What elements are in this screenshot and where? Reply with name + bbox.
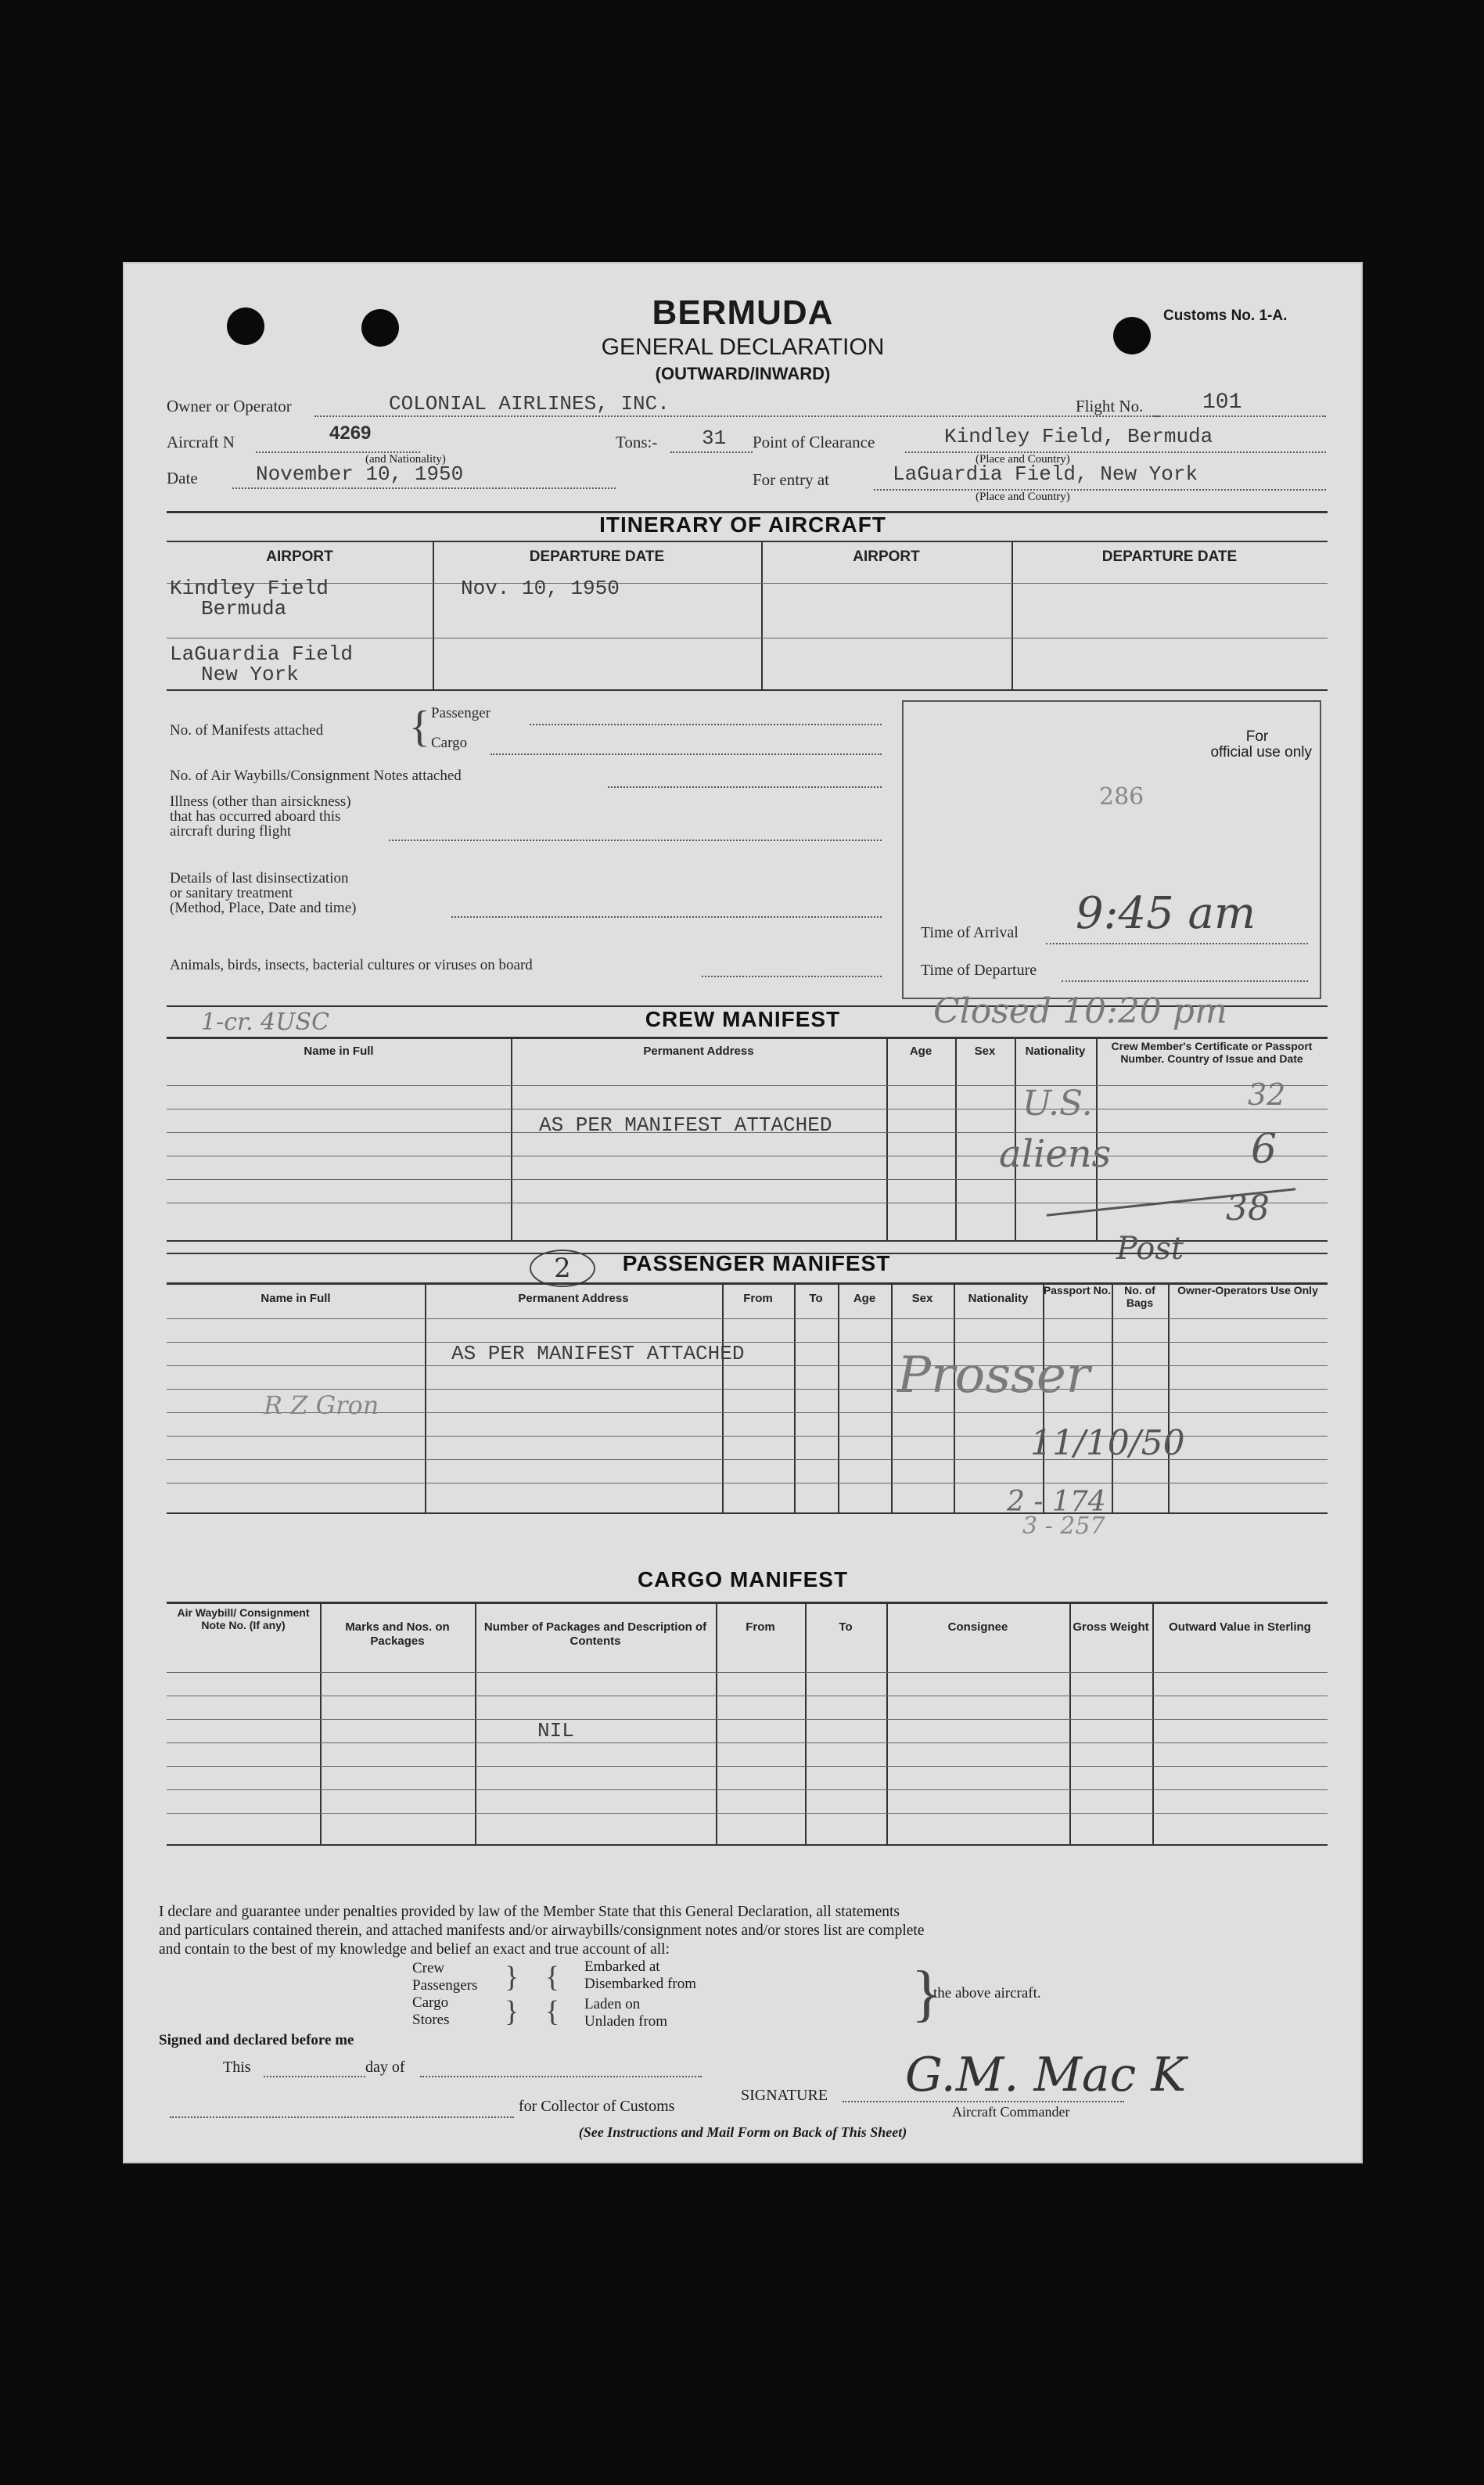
crew-col-sex: Sex [974, 1045, 996, 1058]
crew-tally-total: 38 [1226, 1189, 1270, 1228]
brace-icon: { [409, 703, 430, 751]
declaration-signed: Signed and declared before me [159, 2032, 354, 2048]
tons-label: Tons:- [616, 433, 658, 451]
declaration-item-crew: Crew [412, 1960, 445, 1976]
crew-col-age: Age [909, 1045, 932, 1058]
itinerary-col-airport-1: AIRPORT [266, 548, 333, 565]
declaration-day-of: day of [365, 2059, 405, 2076]
date-label: Date [167, 469, 198, 487]
arrival-value: 9:45 am [1076, 888, 1256, 939]
date-value: November 10, 1950 [256, 462, 464, 486]
passenger-col-sex: Sex [911, 1292, 933, 1305]
owner-label: Owner or Operator [167, 397, 292, 415]
passenger-hand-left: R Z Gron [264, 1390, 379, 1420]
cargo-manifests-label: Cargo [431, 735, 468, 751]
passenger-hand-date: 11/10/50 [1030, 1423, 1185, 1463]
crew-note-right: Closed 10:20 pm [933, 991, 1227, 1031]
official-for: For [1245, 728, 1269, 745]
clearance-label: Point of Clearance [753, 433, 875, 451]
declaration-item-cargo: Cargo [412, 1994, 449, 2011]
passenger-hand-number-2: 3 - 257 [1022, 1512, 1105, 1540]
passenger-col-passport: Passport No. [1043, 1284, 1112, 1296]
itinerary-col-date-1: DEPARTURE DATE [529, 548, 665, 565]
itinerary-col-date-2: DEPARTURE DATE [1101, 548, 1238, 565]
crew-title: CREW MANIFEST [645, 1007, 841, 1031]
declaration-item-stores: Stores [412, 2012, 450, 2028]
brace-icon: } [505, 1995, 519, 2028]
passenger-hand-signature: Prosser [897, 1347, 1091, 1404]
itinerary-row1-country: Bermuda [201, 597, 287, 620]
brace-icon: } [505, 1961, 519, 1994]
declaration-item-passengers: Passengers [412, 1977, 478, 1994]
entry-value: LaGuardia Field, New York [893, 462, 1198, 486]
aircraft-note: (and Nationality) [365, 453, 446, 466]
disinsect-line1: Details of last disinsectization [170, 870, 349, 886]
itinerary-row2-airport: LaGuardia Field [170, 642, 354, 666]
declaration-collector: for Collector of Customs [519, 2098, 675, 2115]
passenger-col-name: Name in Full [261, 1292, 331, 1305]
passenger-body: AS PER MANIFEST ATTACHED [451, 1342, 745, 1365]
passenger-manifests-label: Passenger [431, 705, 490, 721]
flight-label: Flight No. [1076, 397, 1144, 415]
passenger-col-address: Permanent Address [518, 1292, 629, 1305]
departure-label: Time of Departure [921, 962, 1037, 979]
crew-body: AS PER MANIFEST ATTACHED [539, 1113, 832, 1137]
declaration-this: This [223, 2059, 251, 2076]
form-subsubtitle: (OUTWARD/INWARD) [655, 364, 831, 383]
passenger-col-age: Age [853, 1292, 876, 1305]
passenger-title: PASSENGER MANIFEST [622, 1251, 891, 1275]
commander-signature: G.M. Mac K [905, 2048, 1187, 2102]
crew-col-name: Name in Full [304, 1045, 374, 1058]
crew-note-left: 1-cr. 4USC [201, 1009, 330, 1036]
declaration-the-above: the above aircraft. [933, 1985, 1041, 2001]
itinerary-col-airport-2: AIRPORT [853, 548, 920, 565]
declaration-action-unladen: Unladen from [584, 2013, 668, 2030]
crew-tally-2-value: 6 [1251, 1126, 1277, 1173]
flight-value: 101 [1202, 390, 1242, 415]
form-number: Customs No. 1-A. [1163, 307, 1288, 324]
declaration-action-embarked: Embarked at [584, 1958, 660, 1975]
passenger-circled-number: 2 [530, 1250, 595, 1287]
passenger-col-from: From [743, 1292, 773, 1305]
declaration-commander: Aircraft Commander [952, 2104, 1070, 2120]
crew-tally-1-value: 32 [1248, 1077, 1286, 1112]
aircraft-label: Aircraft N [167, 433, 235, 451]
cargo-col-description: Number of Packages and Description of Contents [483, 1620, 707, 1648]
waybills-label: No. of Air Waybills/Consignment Notes attached [170, 768, 462, 784]
owner-value: COLONIAL AIRLINES, INC. [389, 392, 670, 415]
itinerary-row1-date: Nov. 10, 1950 [461, 577, 620, 600]
passenger-hand-number-1: 2 - 174 [1007, 1486, 1106, 1518]
clearance-value: Kindley Field, Bermuda [944, 425, 1213, 448]
official-use-only: official use only [1210, 744, 1312, 761]
cargo-body: NIL [537, 1719, 574, 1742]
cargo-col-from: From [746, 1620, 775, 1634]
entry-note: (Place and Country) [976, 491, 1070, 503]
brace-icon: { [545, 1961, 560, 1994]
arrival-label: Time of Arrival [921, 924, 1019, 941]
illness-line3: aircraft during flight [170, 823, 292, 840]
disinsect-line3: (Method, Place, Date and time) [170, 900, 357, 916]
cargo-col-value: Outward Value in Sterling [1169, 1620, 1311, 1634]
crew-col-address: Permanent Address [643, 1045, 754, 1058]
cargo-col-waybill: Air Waybill/ Consignment Note No. (If any) [177, 1606, 310, 1631]
declaration-line2: and particulars contained therein, and attached manifests and/or airwaybills/consignment notes and/or stores list are complete [159, 1922, 925, 1939]
declaration-line1: I declare and guarantee under penalties provided by law of the Member State that this General Declaration, all statements [159, 1904, 900, 1920]
passenger-col-owner: Owner-Operators Use Only [1177, 1284, 1318, 1296]
crew-tally-1: U.S. [1022, 1084, 1093, 1124]
official-stamp-number: 286 [1099, 783, 1144, 811]
cargo-col-consignee: Consignee [947, 1620, 1008, 1634]
disinsect-line2: or sanitary treatment [170, 885, 293, 901]
manifests-label: No. of Manifests attached [170, 722, 324, 739]
declaration-action-laden: Laden on [584, 1996, 641, 2012]
cargo-title: CARGO MANIFEST [637, 1567, 849, 1591]
declaration-line3: and contain to the best of my knowledge and belief an exact and true account of all: [159, 1941, 670, 1958]
declaration-action-disembarked: Disembarked from [584, 1976, 696, 1992]
form-title: BERMUDA [652, 293, 834, 332]
form-subtitle: GENERAL DECLARATION [601, 334, 885, 360]
illness-line2: that has occurred aboard this [170, 808, 341, 825]
itinerary-row2-country: New York [201, 663, 299, 686]
crew-col-certificate: Crew Member's Certificate or Passport Number. Country of Issue and Date [1111, 1040, 1313, 1065]
clearance-note: (Place and Country) [976, 453, 1070, 466]
brace-icon: { [545, 1995, 560, 2028]
entry-label: For entry at [753, 470, 829, 489]
animals-label: Animals, birds, insects, bacterial cultures or viruses on board [170, 957, 533, 973]
aircraft-value: 4269 [329, 423, 372, 444]
declaration-signature-label: SIGNATURE [741, 2087, 828, 2104]
cargo-col-to: To [839, 1620, 853, 1634]
illness-line1: Illness (other than airsickness) [170, 793, 351, 810]
crew-tally-note: Post [1116, 1231, 1184, 1267]
crew-tally-2: aliens [999, 1132, 1112, 1176]
declaration-form [123, 262, 1363, 2163]
brace-icon: } [911, 1959, 942, 2028]
passenger-col-nationality: Nationality [968, 1292, 1029, 1305]
passenger-col-to: To [809, 1292, 823, 1305]
itinerary-title: ITINERARY OF AIRCRAFT [599, 512, 886, 537]
cargo-col-marks: Marks and Nos. on Packages [345, 1620, 450, 1648]
declaration-footer: (See Instructions and Mail Form on Back of This Sheet) [578, 2124, 907, 2140]
passenger-col-bags: No. of Bags [1124, 1284, 1155, 1309]
itinerary-row1-airport: Kindley Field [170, 577, 329, 600]
cargo-col-weight: Gross Weight [1073, 1620, 1149, 1634]
tons-value: 31 [702, 426, 727, 450]
crew-col-nationality: Nationality [1025, 1045, 1086, 1058]
